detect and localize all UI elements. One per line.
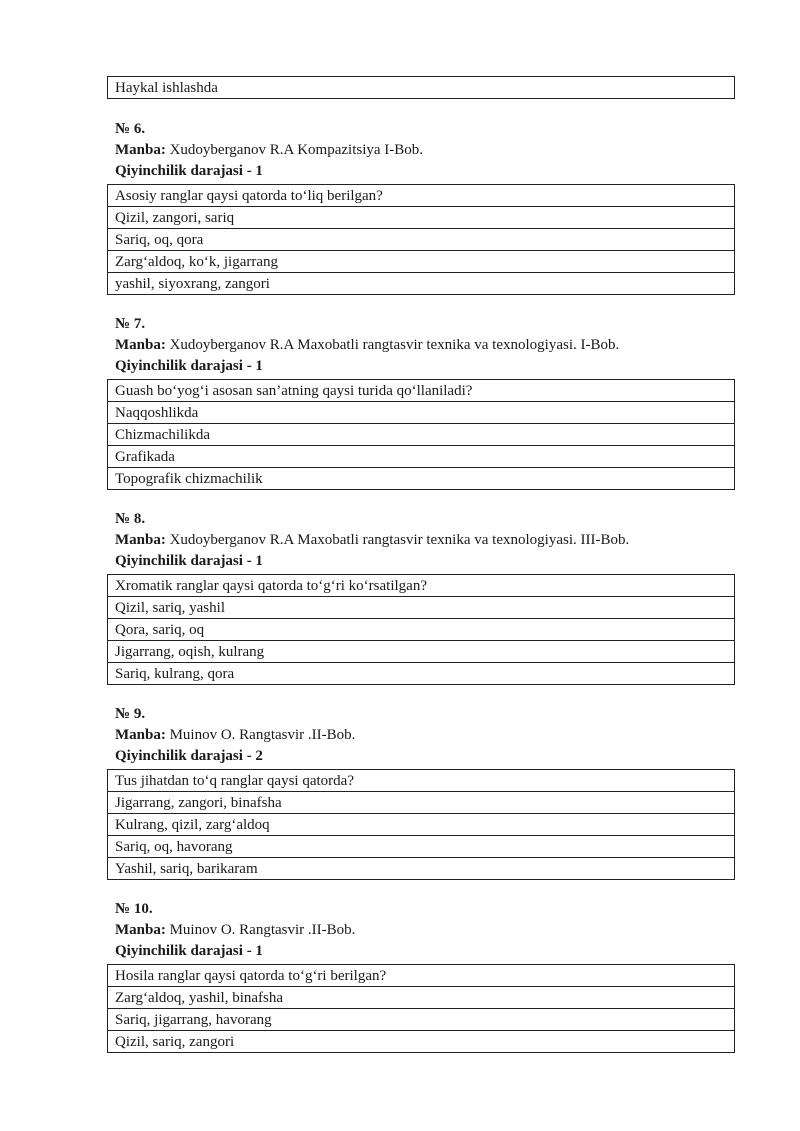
table-row [108, 965, 735, 987]
question-number: № 7. [115, 316, 146, 332]
answer-option: Kulrang, qizil, zarg‘aldoq [108, 814, 735, 836]
answer-option: Sariq, jigarrang, havorang [108, 1009, 735, 1031]
table-row [108, 770, 735, 792]
source-label: Manba: [115, 727, 166, 743]
source-text: Xudoyberganov R.A Maxobatli rangtasvir texnika va texnologiyasi. I-Bob. [165, 337, 620, 353]
question-header-7 [115, 314, 755, 377]
question-header-8 [115, 509, 755, 572]
answer-option: Topografik chizmachilik [108, 468, 735, 490]
source-label: Manba: [115, 142, 166, 158]
source-label: Manba: [115, 922, 166, 938]
table-row [108, 380, 735, 402]
difficulty-level: Qiyinchilik darajasi - 1 [115, 553, 263, 569]
table-row [108, 251, 735, 273]
table-row [108, 858, 735, 880]
table-row [108, 229, 735, 251]
answer-option: Sariq, kulrang, qora [108, 663, 735, 685]
source-text: Muinov O. Rangtasvir .II-Bob. [165, 727, 356, 743]
answer-option: Qora, sariq, oq [108, 619, 735, 641]
table-row [108, 185, 735, 207]
source-line [115, 920, 755, 941]
question-header-9 [115, 704, 755, 767]
question-number: № 10. [115, 901, 153, 917]
table-row [108, 597, 735, 619]
table-row [108, 1031, 735, 1053]
answer-option: Grafikada [108, 446, 735, 468]
answer-option: Jigarrang, zangori, binafsha [108, 792, 735, 814]
question-text: Hosila ranglar qaysi qatorda to‘g‘ri berilgan? [108, 965, 735, 987]
table-row [108, 792, 735, 814]
top-answer-table [107, 76, 735, 99]
source-text: Xudoyberganov R.A Maxobatli rangtasvir texnika va texnologiyasi. III-Bob. [165, 532, 630, 548]
table-row [108, 836, 735, 858]
answer-option: Chizmachilikda [108, 424, 735, 446]
difficulty-level: Qiyinchilik darajasi - 1 [115, 163, 263, 179]
question-text: Guash bo‘yog‘i asosan san’atning qaysi turida qo‘llaniladi? [108, 380, 735, 402]
question-number: № 9. [115, 706, 146, 722]
table-row [108, 77, 735, 99]
question-table-6 [107, 184, 735, 295]
answer-option: Qizil, sariq, yashil [108, 597, 735, 619]
table-row [108, 663, 735, 685]
question-table-10 [107, 964, 735, 1053]
question-table-7 [107, 379, 735, 490]
table-row [108, 814, 735, 836]
difficulty-level: Qiyinchilik darajasi - 2 [115, 748, 263, 764]
source-line [115, 725, 755, 746]
source-label: Manba: [115, 337, 166, 353]
question-text: Asosiy ranglar qaysi qatorda to‘liq berilgan? [108, 185, 735, 207]
table-row [108, 619, 735, 641]
answer-option: Jigarrang, oqish, kulrang [108, 641, 735, 663]
table-row [108, 446, 735, 468]
answer-option: yashil, siyoxrang, zangori [108, 273, 735, 295]
table-row [108, 575, 735, 597]
answer-option: Qizil, zangori, sariq [108, 207, 735, 229]
table-row [108, 424, 735, 446]
answer-option: Zarg‘aldoq, ko‘k, jigarrang [108, 251, 735, 273]
source-line [115, 530, 755, 551]
table-row [108, 1009, 735, 1031]
source-line [115, 140, 755, 161]
difficulty-level: Qiyinchilik darajasi - 1 [115, 358, 263, 374]
table-row [108, 402, 735, 424]
question-table-9 [107, 769, 735, 880]
question-number: № 8. [115, 511, 146, 527]
question-header-6 [115, 119, 755, 182]
source-line [115, 335, 755, 356]
table-row [108, 468, 735, 490]
source-text: Xudoyberganov R.A Kompazitsiya I-Bob. [165, 142, 424, 158]
question-text: Xromatik ranglar qaysi qatorda to‘g‘ri ko‘rsatilgan? [108, 575, 735, 597]
source-text: Muinov O. Rangtasvir .II-Bob. [165, 922, 356, 938]
question-table-8 [107, 574, 735, 685]
answer-option: Naqqoshlikda [108, 402, 735, 424]
question-number: № 6. [115, 121, 146, 137]
answer-option: Yashil, sariq, barikaram [108, 858, 735, 880]
table-row [108, 273, 735, 295]
table-row [108, 641, 735, 663]
answer-option: Sariq, oq, qora [108, 229, 735, 251]
question-text: Tus jihatdan to‘q ranglar qaysi qatorda? [108, 770, 735, 792]
answer-option: Zarg‘aldoq, yashil, binafsha [108, 987, 735, 1009]
question-header-10 [115, 899, 755, 962]
table-row [108, 987, 735, 1009]
answer-option: Qizil, sariq, zangori [108, 1031, 735, 1053]
source-label: Manba: [115, 532, 166, 548]
answer-option: Sariq, oq, havorang [108, 836, 735, 858]
table-row [108, 207, 735, 229]
table-cell: Haykal ishlashda [108, 77, 735, 99]
difficulty-level: Qiyinchilik darajasi - 1 [115, 943, 263, 959]
